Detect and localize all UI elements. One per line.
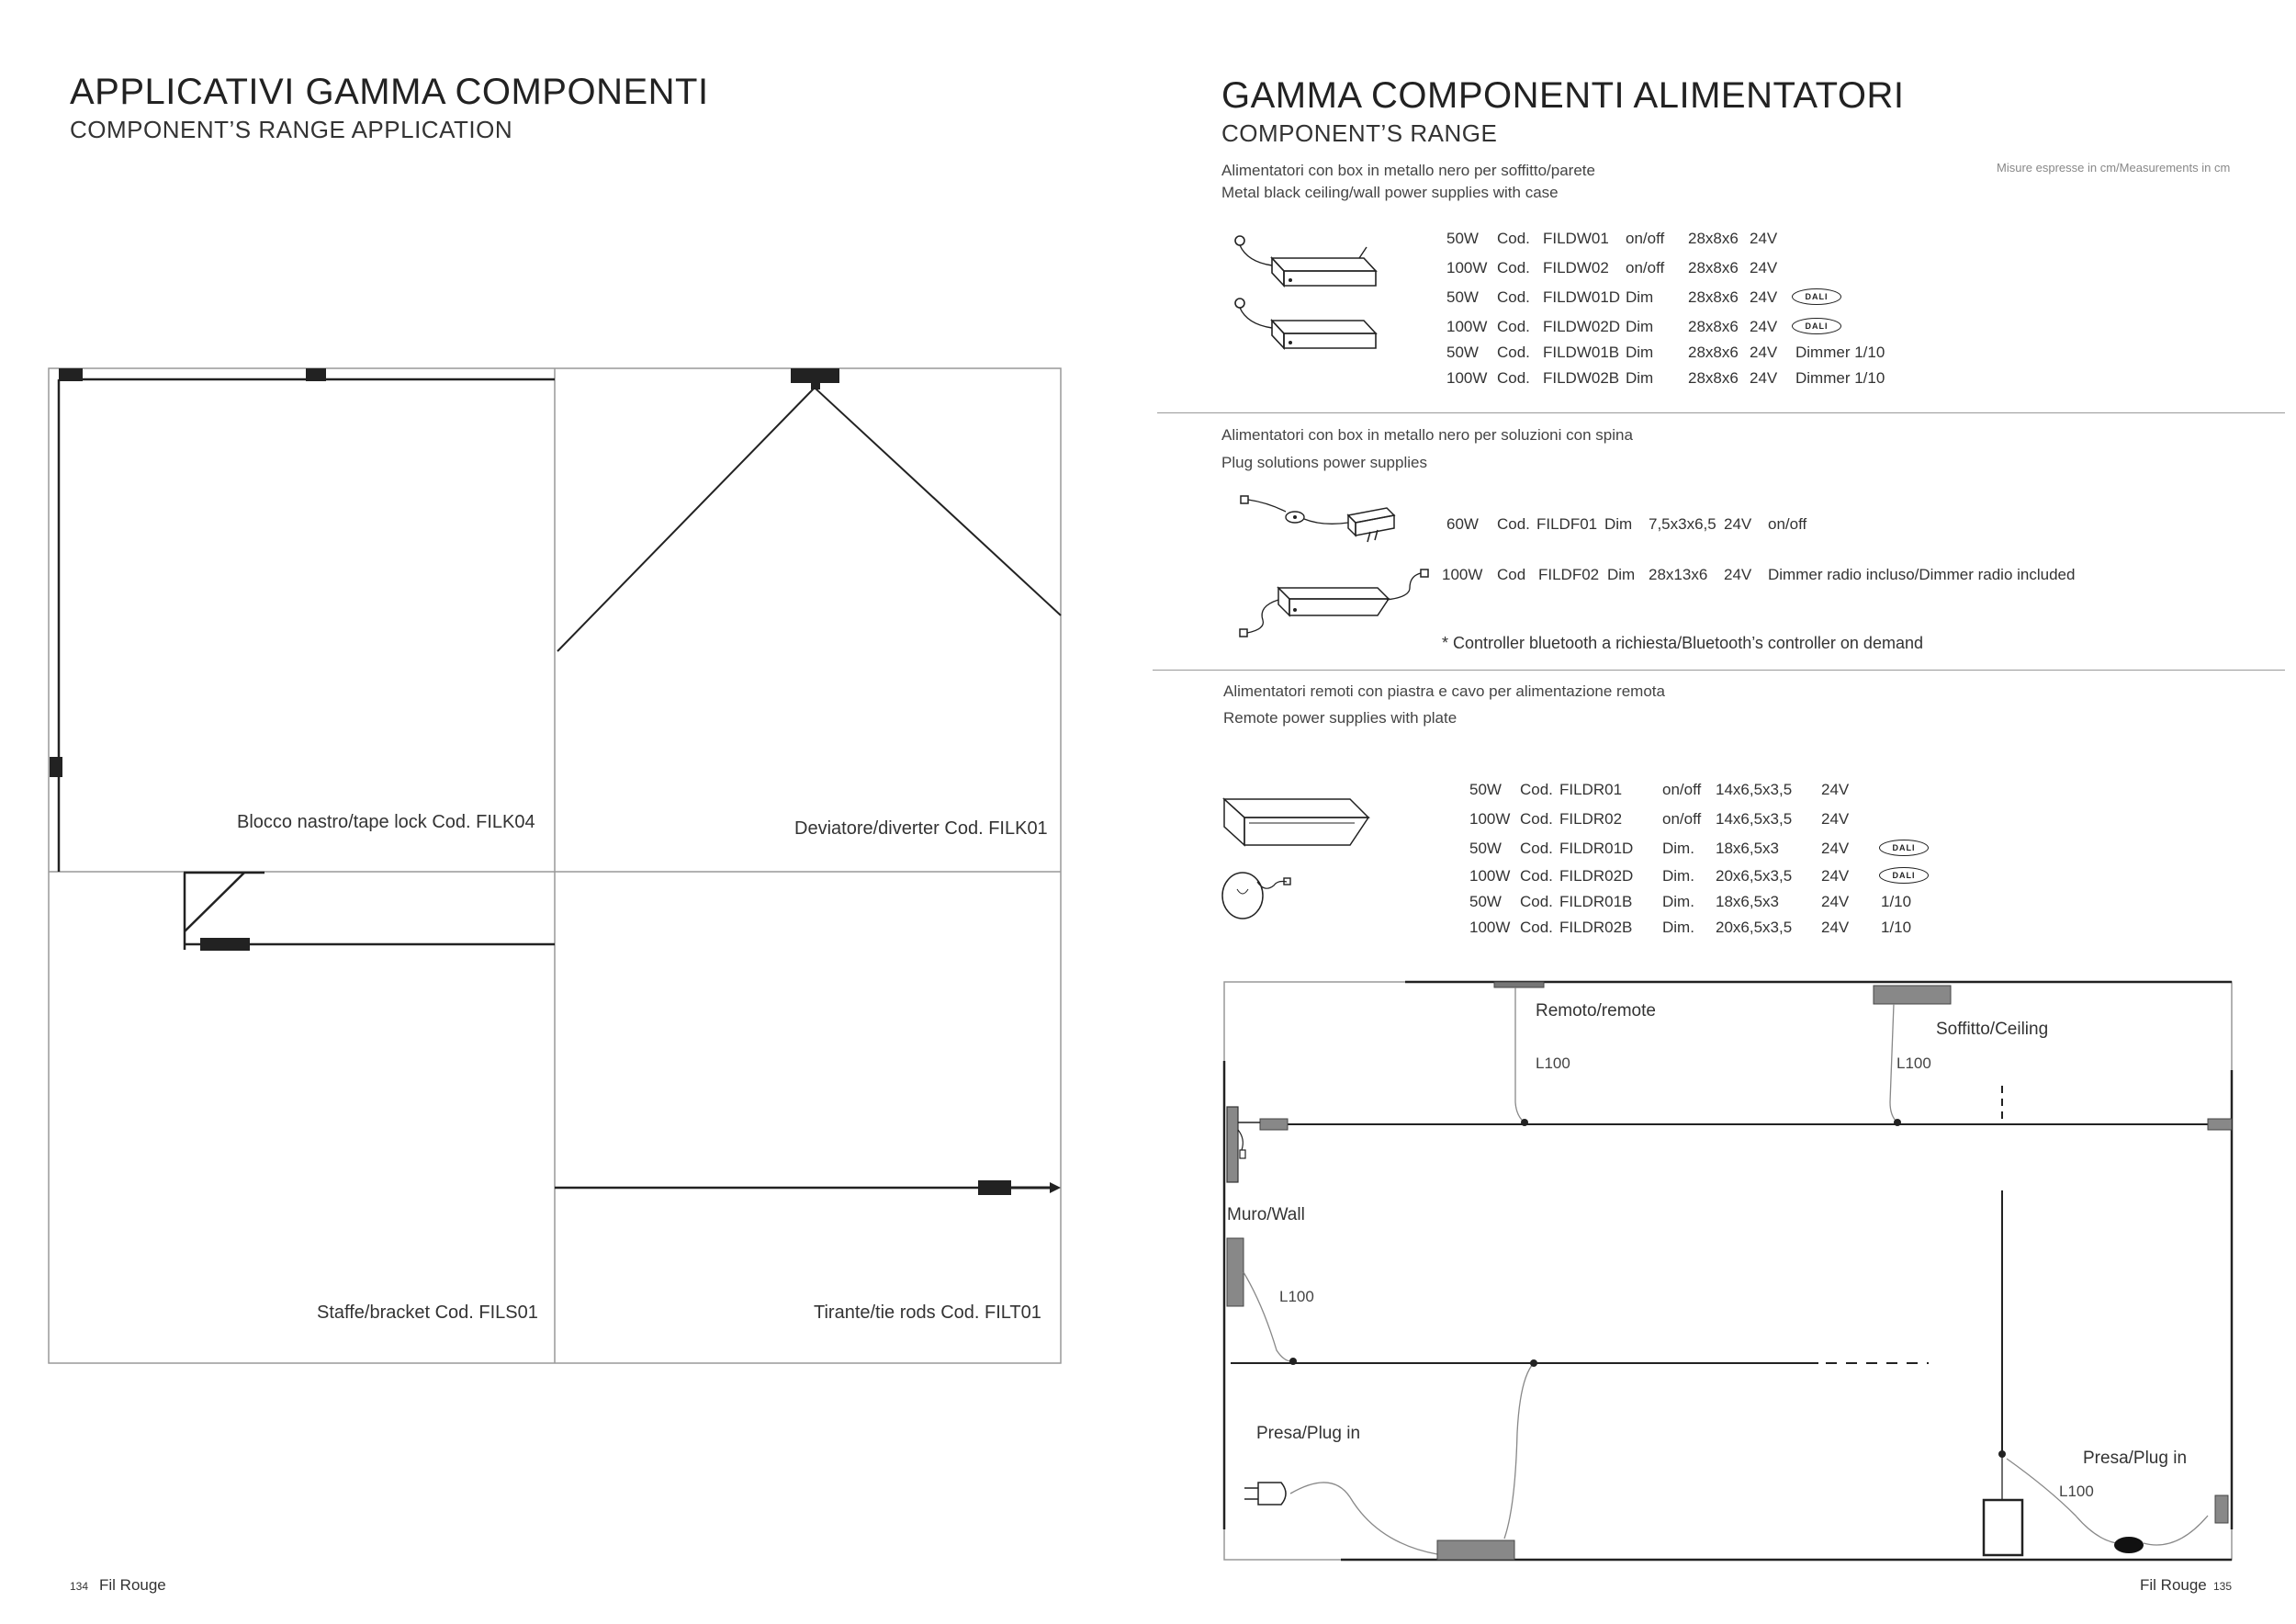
dali-logo-icon: DALI [1879,867,1929,884]
mode-extra-cell: on/off [1768,515,1807,533]
code-cell: FILDR02B [1559,919,1633,936]
dimmer-cell: Dimmer 1/10 [1795,344,1885,361]
voltage-cell: 24V [1750,259,1778,276]
watt-cell: 100W [1469,810,1511,828]
size-cell: 18x6,5x3 [1716,840,1779,857]
left-footer-brand: Fil Rouge [99,1576,166,1594]
l100-label: L100 [2059,1483,2094,1500]
cod-cell: Cod. [1497,369,1530,387]
diverter-label: Deviatore/diverter Cod. FILK01 [794,818,1048,839]
cod-cell: Cod [1497,566,1526,583]
cod-cell: Cod. [1520,810,1553,828]
size-cell: 28x8x6 [1688,259,1739,276]
voltage-cell: 24V [1724,515,1752,533]
section1-desc-it: Alimentatori con box in metallo nero per soffitto/parete [1221,162,1595,179]
size-cell: 7,5x3x6,5 [1649,515,1716,533]
code-cell: FILDW01D [1543,288,1621,306]
voltage-cell: 24V [1821,840,1850,857]
wall-label: Muro/Wall [1227,1205,1305,1224]
watt-cell: 50W [1446,288,1479,306]
left-page-subtitle: COMPONENT’S RANGE APPLICATION [70,116,513,143]
voltage-cell: 24V [1821,867,1850,885]
mode-cell: on/off [1626,230,1665,247]
voltage-cell: 24V [1750,230,1778,247]
left-page-number: 134 [70,1580,89,1593]
size-cell: 28x8x6 [1688,230,1739,247]
cod-cell: Cod. [1520,781,1553,798]
right-page-title: GAMMA COMPONENTI ALIMENTATORI [1221,75,1905,116]
cod-cell: Cod. [1497,259,1530,276]
size-cell: 18x6,5x3 [1716,893,1779,910]
size-cell: 28x8x6 [1688,318,1739,335]
mode-cell: on/off [1662,810,1702,828]
cod-cell: Cod. [1497,230,1530,247]
voltage-cell: 24V [1750,344,1778,361]
cod-cell: Cod. [1497,318,1530,335]
voltage-cell: 24V [1750,288,1778,306]
code-cell: FILDW02B [1543,369,1620,387]
mode-cell: Dim [1626,344,1654,361]
section2-desc-it: Alimentatori con box in metallo nero per soluzioni con spina [1221,426,1633,444]
watt-cell: 100W [1446,318,1488,335]
dimmer-cell: 1/10 [1881,893,1912,910]
voltage-cell: 24V [1821,810,1850,828]
voltage-cell: 24V [1821,893,1850,910]
cod-cell: Cod. [1520,867,1553,885]
size-cell: 28x8x6 [1688,288,1739,306]
ceiling-label: Soffitto/Ceiling [1936,1020,2049,1039]
mode-cell: Dim [1604,515,1633,533]
cod-cell: Cod. [1520,919,1553,936]
mode-cell: Dim [1607,566,1636,583]
dali-logo-icon: DALI [1879,840,1929,856]
dali-logo-icon: DALI [1792,288,1841,305]
remote-label: Remoto/remote [1536,1001,1656,1021]
section3-desc-it: Alimentatori remoti con piastra e cavo per alimentazione remota [1223,682,1665,700]
code-cell: FILDR02 [1559,810,1623,828]
mode-cell: Dim. [1662,893,1694,910]
bluetooth-note: * Controller bluetooth a richiesta/Bluetooth’s controller on demand [1442,634,1923,652]
watt-cell: 60W [1446,515,1479,533]
cod-cell: Cod. [1497,515,1530,533]
l100-label: L100 [1279,1288,1314,1305]
right-page-subtitle: COMPONENT’S RANGE [1221,119,1498,147]
right-page-number: 135 [2213,1580,2233,1593]
voltage-cell: 24V [1750,369,1778,387]
mode-cell: Dim. [1662,919,1694,936]
voltage-cell: 24V [1821,781,1850,798]
mode-cell: Dim. [1662,867,1694,885]
mode-cell: on/off [1662,781,1702,798]
code-cell: FILDF01 [1536,515,1598,533]
dali-logo-icon: DALI [1792,318,1841,334]
size-cell: 14x6,5x3,5 [1716,781,1793,798]
cod-cell: Cod. [1520,840,1553,857]
watt-cell: 50W [1446,344,1479,361]
mode-cell: on/off [1626,259,1665,276]
l100-label: L100 [1896,1054,1931,1072]
code-cell: FILDW01B [1543,344,1620,361]
watt-cell: 100W [1446,369,1488,387]
voltage-cell: 24V [1750,318,1778,335]
watt-cell: 50W [1446,230,1479,247]
watt-cell: 100W [1442,566,1483,583]
size-cell: 20x6,5x3,5 [1716,919,1793,936]
code-cell: FILDF02 [1538,566,1600,583]
plug-label-right: Presa/Plug in [2083,1449,2188,1468]
code-cell: FILDW02 [1543,259,1609,276]
size-cell: 28x13x6 [1649,566,1708,583]
watt-cell: 50W [1469,840,1502,857]
cod-cell: Cod. [1497,288,1530,306]
code-cell: FILDR01B [1559,893,1633,910]
bracket-label: Staffe/bracket Cod. FILS01 [317,1303,538,1323]
tie-rods-label: Tirante/tie rods Cod. FILT01 [814,1303,1041,1323]
code-cell: FILDR01D [1559,840,1634,857]
code-cell: FILDR01 [1559,781,1623,798]
watt-cell: 50W [1469,781,1502,798]
mode-cell: Dim [1626,369,1654,387]
dimmer-cell: Dimmer 1/10 [1795,369,1885,387]
cod-cell: Cod. [1497,344,1530,361]
right-footer-brand: Fil Rouge [2140,1576,2207,1594]
code-cell: FILDW02D [1543,318,1621,335]
measurements-note: Misure espresse in cm/Measurements in cm [1997,161,2231,175]
watt-cell: 50W [1469,893,1502,910]
mode-cell: Dim [1626,318,1654,335]
section3-desc-en: Remote power supplies with plate [1223,709,1458,727]
code-cell: FILDW01 [1543,230,1609,247]
size-cell: 28x8x6 [1688,369,1739,387]
cod-cell: Cod. [1520,893,1553,910]
voltage-cell: 24V [1821,919,1850,936]
left-page-title: APPLICATIVI GAMMA COMPONENTI [70,72,709,112]
watt-cell: 100W [1469,867,1511,885]
voltage-cell: 24V [1724,566,1752,583]
watt-cell: 100W [1446,259,1488,276]
mode-extra-cell: Dimmer radio incluso/Dimmer radio included [1768,566,2076,583]
size-cell: 20x6,5x3,5 [1716,867,1793,885]
mode-cell: Dim. [1662,840,1694,857]
plug-label-left: Presa/Plug in [1256,1424,1361,1443]
code-cell: FILDR02D [1559,867,1634,885]
dimmer-cell: 1/10 [1881,919,1912,936]
size-cell: 28x8x6 [1688,344,1739,361]
watt-cell: 100W [1469,919,1511,936]
mode-cell: Dim [1626,288,1654,306]
l100-label: L100 [1536,1054,1570,1072]
section2-desc-en: Plug solutions power supplies [1221,454,1427,471]
size-cell: 14x6,5x3,5 [1716,810,1793,828]
tape-lock-label: Blocco nastro/tape lock Cod. FILK04 [237,812,535,832]
section1-desc-en: Metal black ceiling/wall power supplies with case [1221,184,1559,201]
